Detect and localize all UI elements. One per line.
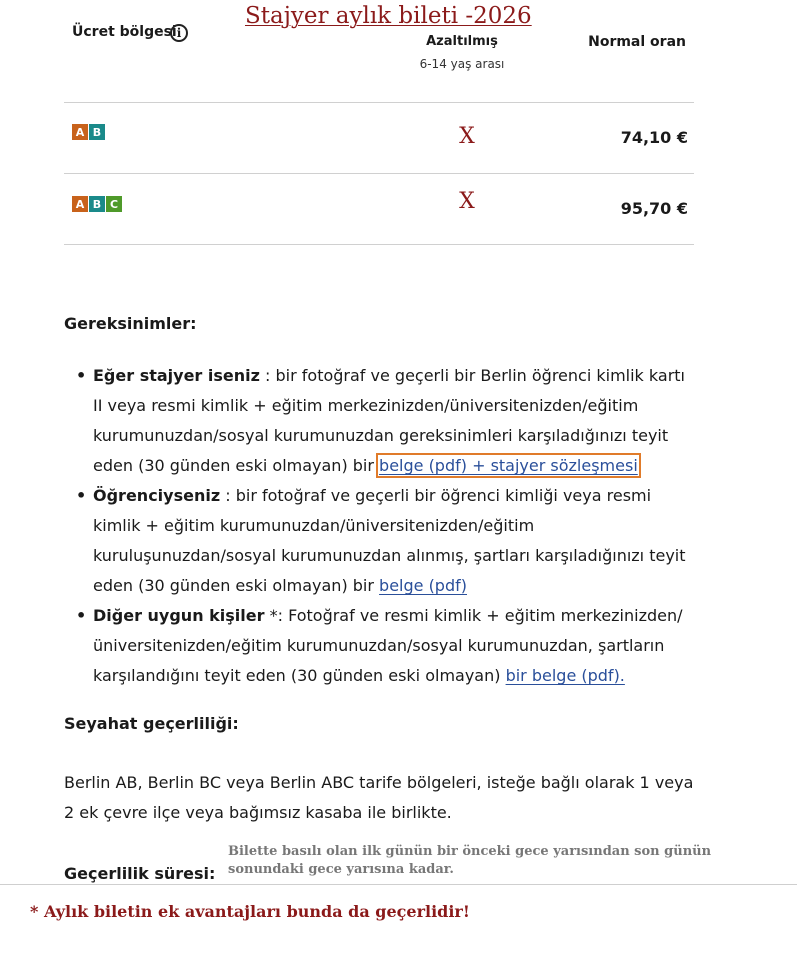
validity-period-note: Bilette basılı olan ilk günün bir önceki gece yarısından son günün sonundaki gece yarısına kadar.	[228, 844, 712, 877]
requirement-text: : bir fotoğraf ve geçerli bir Berlin öğrenci kimlik kartı II veya resmi kimlik + eğitim merkezinizden/üniversitenizden/eğitim kurumunuzdan/sosyal kurumunuzdan gereksinimleri karşıladığınızı teyit eden (30 günden eski olmayan) bir	[93, 366, 685, 475]
list-item	[93, 601, 693, 691]
price-abc-normal: 95,70 €	[620, 199, 688, 218]
footer-note: * Aylık biletin ek avantajları bunda da geçerlidir!	[30, 902, 470, 921]
requirement-text: : bir fotoğraf ve geçerli bir öğrenci kimliği veya resmi kimlik + eğitim kurumunuzdan/üniversitenizden/eğitim kuruluşunuzdan/sosyal kurumunuzdan alınmış, şartları karşıladığınızı teyit eden (30 günden eski olmayan) bir	[93, 486, 686, 595]
page-title: Stajyer aylık bileti -2026	[245, 3, 532, 29]
reduced-header: Azaltılmış	[426, 34, 498, 49]
requirements-heading: Gereksinimler:	[64, 314, 197, 333]
normal-rate-header: Normal oran	[588, 34, 686, 50]
table-divider	[64, 173, 694, 174]
requirement-title: Eğer stajyer iseniz	[93, 366, 260, 385]
zone-badge-c: C	[106, 196, 122, 212]
zone-badge-a: A	[72, 124, 88, 140]
zone-badge-b: B	[89, 196, 105, 212]
requirement-title: Diğer uygun kişiler	[93, 606, 265, 625]
requirement-title: Öğrenciyseniz	[93, 486, 221, 505]
list-item	[93, 361, 693, 481]
document-pdf-link[interactable]: belge (pdf) + stajyer sözleşmesi	[379, 456, 638, 475]
list-item	[93, 481, 693, 601]
reduced-not-available-mark: X	[459, 124, 475, 149]
table-divider	[64, 244, 694, 245]
document-pdf-link[interactable]: belge (pdf)	[379, 576, 467, 595]
fare-zone-header: Ücret bölgesi	[72, 24, 177, 40]
price-ab-normal: 74,10 €	[620, 128, 688, 147]
info-icon[interactable]: i	[170, 24, 188, 42]
table-divider	[64, 102, 694, 103]
reduced-not-available-mark: X	[459, 189, 475, 214]
travel-validity-heading: Seyahat geçerliliği:	[64, 714, 239, 733]
zone-badge-b: B	[89, 124, 105, 140]
validity-period-heading: Geçerlilik süresi:	[64, 864, 216, 883]
travel-validity-text: Berlin AB, Berlin BC veya Berlin ABC tarife bölgeleri, isteğe bağlı olarak 1 veya 2 ek çevre ilçe veya bağımsız kasaba ile birlikte.	[64, 773, 694, 822]
zone-badge-a: A	[72, 196, 88, 212]
document-pdf-link[interactable]: bir belge (pdf).	[505, 666, 625, 685]
requirement-text: *: Fotoğraf ve resmi kimlik + eğitim merkezinizden/ üniversitenizden/eğitim kurumunuzdan/sosyal kurumunuzdan, şartların karşılandığını teyit eden (30 günden eski olmayan)	[93, 606, 683, 685]
zone-badges-abc	[72, 196, 122, 212]
requirements-list	[93, 361, 693, 691]
reduced-subheader: 6-14 yaş arası	[419, 57, 505, 71]
zone-badges-ab	[72, 124, 105, 140]
footer-divider	[0, 884, 797, 885]
